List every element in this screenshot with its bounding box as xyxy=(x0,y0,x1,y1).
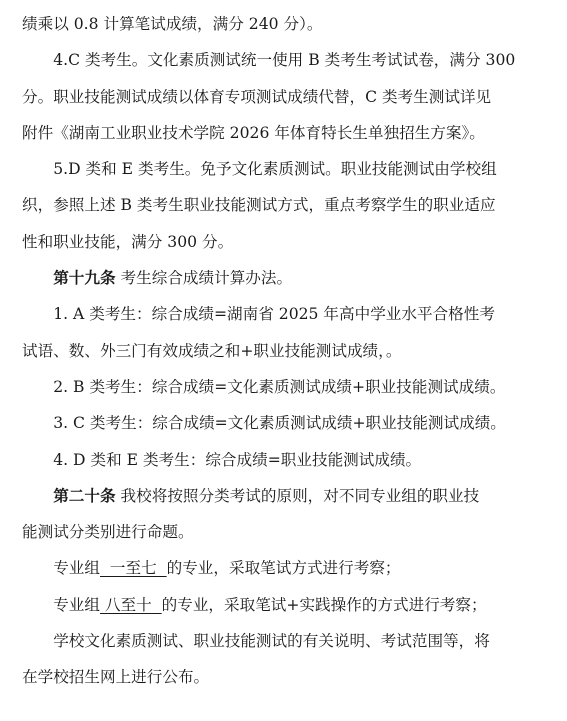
article-20-paragraph xyxy=(22,478,545,551)
paragraph-continuation xyxy=(22,6,545,42)
paragraph-c-type xyxy=(22,42,545,151)
article-title: 考生综合成绩计算办法。 xyxy=(115,269,293,288)
text-line xyxy=(22,478,545,514)
paragraph-publication xyxy=(22,623,545,696)
article-number: 第十九条 xyxy=(53,268,116,288)
text-segment: 的专业，采取笔试方式进行考察； xyxy=(166,559,401,578)
paragraph-a-score xyxy=(22,296,545,369)
paragraph-b-score xyxy=(22,369,545,405)
text-line: 试语、数、外三门有效成绩之和+职业技能测试成绩，。 xyxy=(22,341,402,360)
paragraph-de-score xyxy=(22,442,545,478)
article-number: 第二十条 xyxy=(53,485,116,505)
text-segment: 专业组 xyxy=(53,559,100,578)
text-segment: 的专业，采取笔试+实践操作的方式进行考察； xyxy=(161,595,487,614)
underlined-group-range: 八至十 xyxy=(99,595,162,614)
text-line: 1. A 类考生：综合成绩=湖南省 2025 年高中学业水平合格性考 xyxy=(53,305,495,324)
text-line: 在学校招生网上进行公布。 xyxy=(22,668,210,687)
text-segment: 专业组 xyxy=(53,595,100,614)
text-line: 4.C 类考生。文化素质测试统一使用 B 类考生考试试卷，满分 300 xyxy=(53,51,516,70)
paragraph-group-1-7 xyxy=(22,550,545,586)
text-line: 分。职业技能测试成绩以体育专项测试成绩代替，C 类考生测试详见 xyxy=(22,87,492,106)
paragraph-c-score xyxy=(22,405,545,441)
text-line: 性和职业技能，满分 300 分。 xyxy=(22,232,234,251)
paragraph-group-8-10 xyxy=(22,587,545,623)
paragraph-de-type xyxy=(22,151,545,260)
text-line: 3. C 类考生：综合成绩=文化素质测试成绩+职业技能测试成绩。 xyxy=(53,414,506,433)
text-line: 绩乘以 0.8 计算笔试成绩，满分 240 分）。 xyxy=(22,15,323,33)
text-line: 织，参照上述 B 类考生职业技能测试方式，重点考察学生的职业适应 xyxy=(22,196,496,215)
text-line: 4. D 类和 E 类考生：综合成绩=职业技能测试成绩。 xyxy=(53,450,422,469)
text-line: 附件《湖南工业职业技术学院 2026 年体育特长生单独招生方案》。 xyxy=(22,123,485,142)
underlined-group-range: 一至七 xyxy=(99,559,167,578)
text-line: 5.D 类和 E 类考生。免予文化素质测试。职业技能测试由学校组 xyxy=(53,160,497,179)
article-19-heading xyxy=(22,260,545,296)
article-body: 我校将按照分类考试的原则，对不同专业组的职业技 xyxy=(115,486,480,505)
text-line: 学校文化素质测试、职业技能测试的有关说明、考试范围等，将 xyxy=(53,632,490,651)
text-line: 能测试分类别进行命题。 xyxy=(22,523,194,542)
text-line: 2. B 类考生：综合成绩=文化素质测试成绩+职业技能测试成绩。 xyxy=(53,377,506,396)
